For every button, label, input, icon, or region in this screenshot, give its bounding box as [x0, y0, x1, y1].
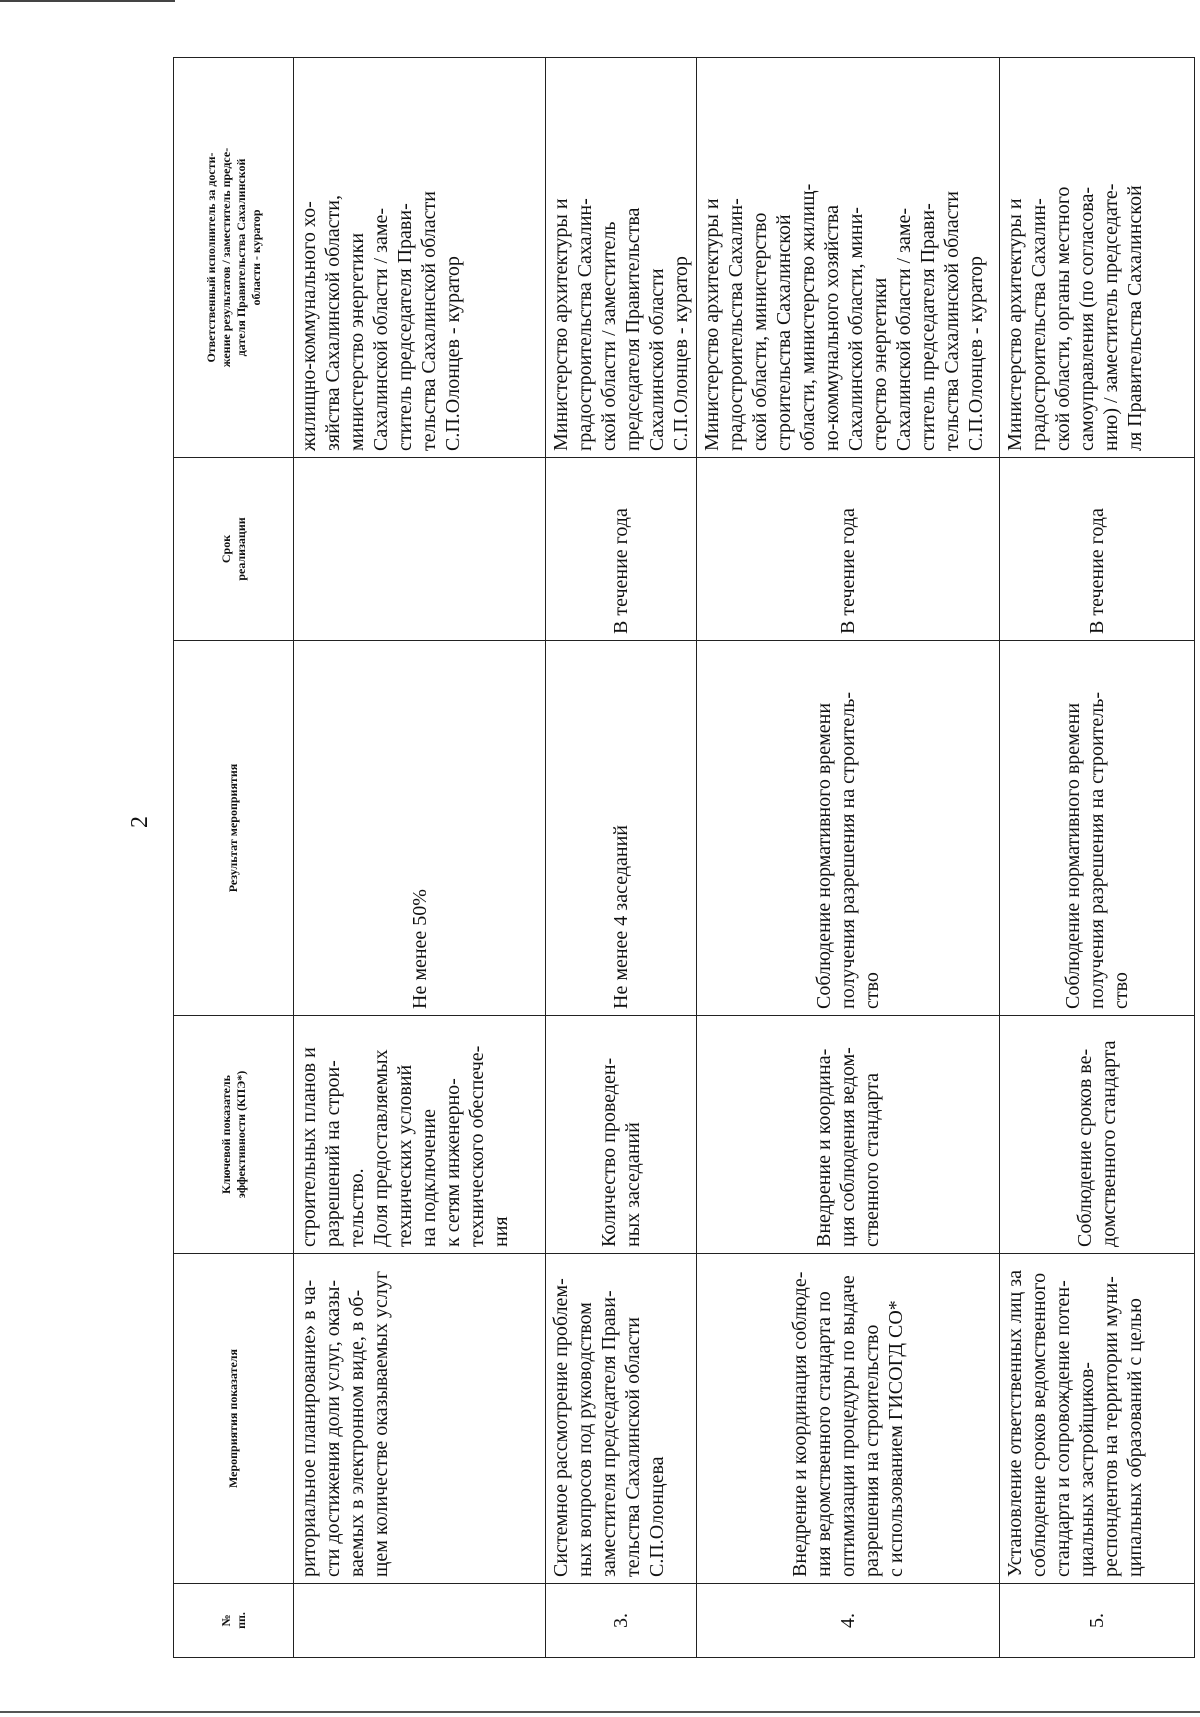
row-result: Не менее 4 заседаний	[546, 641, 697, 1016]
row-measures: Внедрение и координация соблюде- ния ведомственного стандарта по оптимизации процедуры по выдаче разрешения на строительство с использованием ГИСОГД СО*	[697, 1254, 1000, 1584]
row-num: 3.	[546, 1584, 697, 1658]
header-kpi: Ключевой показатель эффективности (КПЭ*)	[174, 1016, 294, 1254]
row-responsible: Министерство архитектуры и градостроительства Сахалин- ской области, органы местного самоуправления (по согласова- нию) / заместитель председате- ля Правительства Сахалинской	[1000, 58, 1195, 458]
row-deadline	[294, 458, 546, 641]
row-result: Соблюдение нормативного времени получения разрешения на строитель- ство	[697, 641, 1000, 1016]
row-result: Соблюдение нормативного времени получения разрешения на строитель- ство	[1000, 641, 1195, 1016]
row-measures: Системное рассмотрение проблем- ных вопросов под руководством заместителя председателя Прави- тельства Сахалинской области С.П.Олонцева	[546, 1254, 697, 1584]
table-row	[697, 58, 1000, 1658]
header-measures: Мероприятия показателя	[174, 1254, 294, 1584]
scan-edge-top	[0, 0, 175, 2]
row-kpi: строительных планов и разрешений на строи- тельство. Доля предоставляемых технических условий на подключение к сетям инженерно- технического обеспече- ния	[294, 1016, 546, 1254]
row-responsible: Министерство архитектуры и градостроительства Сахалин- ской области, министерство строительства Сахалинской области, министерство жилищ- но-коммунального хозяйства Сахалинской области, мини- стерство энергетики Сахалинской области / заме- ститель председателя Прави- тельства Сахалинской области С.П.Олонцев - куратор	[697, 58, 1000, 458]
rotated-document	[173, 58, 1193, 1658]
row-deadline: В течение года	[1000, 458, 1195, 641]
header-num: № пп.	[174, 1584, 294, 1658]
measures-table	[173, 57, 1195, 1658]
header-responsible: Ответственный исполнитель за дости- жение результатов / заместитель предсе- дателя Правительства Сахалинской области - куратор	[174, 58, 294, 458]
row-deadline: В течение года	[697, 458, 1000, 641]
row-measures: Установление ответственных лиц за соблюдение сроков ведомственного стандарта и сопровождение потен- циальных застройщиков- респондентов на территории муни- ципальных образований с целью	[1000, 1254, 1195, 1584]
row-kpi: Количество проведен- ных заседаний	[546, 1016, 697, 1254]
row-responsible: жилищно-коммунального хо- зяйства Сахалинской области, министерство энергетики Сахалинской области / заме- ститель председателя Прави- тельства Сахалинской области С.П.Олонцев - куратор	[294, 58, 546, 458]
table-row	[546, 58, 697, 1658]
row-responsible: Министерство архитектуры и градостроительства Сахалин- ской области / заместитель председателя Правительства Сахалинской области С.П.Олонцев - куратор	[546, 58, 697, 458]
header-result: Результат мероприятия	[174, 641, 294, 1016]
row-num: 5.	[1000, 1584, 1195, 1658]
row-kpi: Внедрение и координа- ция соблюдения ведом- ственного стандарта	[697, 1016, 1000, 1254]
table-header-row	[174, 58, 294, 1658]
row-num: 4.	[697, 1584, 1000, 1658]
scan-edge-bottom	[0, 1711, 1200, 1713]
row-num	[294, 1584, 546, 1658]
page-number: 2	[127, 816, 153, 828]
row-deadline: В течение года	[546, 458, 697, 641]
table-row	[294, 58, 546, 1658]
row-measures: риториальное планирование» в ча- сти достижения доли услуг, оказы- ваемых в электронном виде, в об- щем количестве оказываемых услуг	[294, 1254, 546, 1584]
header-deadline: Срок реализации	[174, 458, 294, 641]
row-kpi: Соблюдение сроков ве- домственного стандарта	[1000, 1016, 1195, 1254]
row-result: Не менее 50%	[294, 641, 546, 1016]
table-row	[1000, 58, 1195, 1658]
